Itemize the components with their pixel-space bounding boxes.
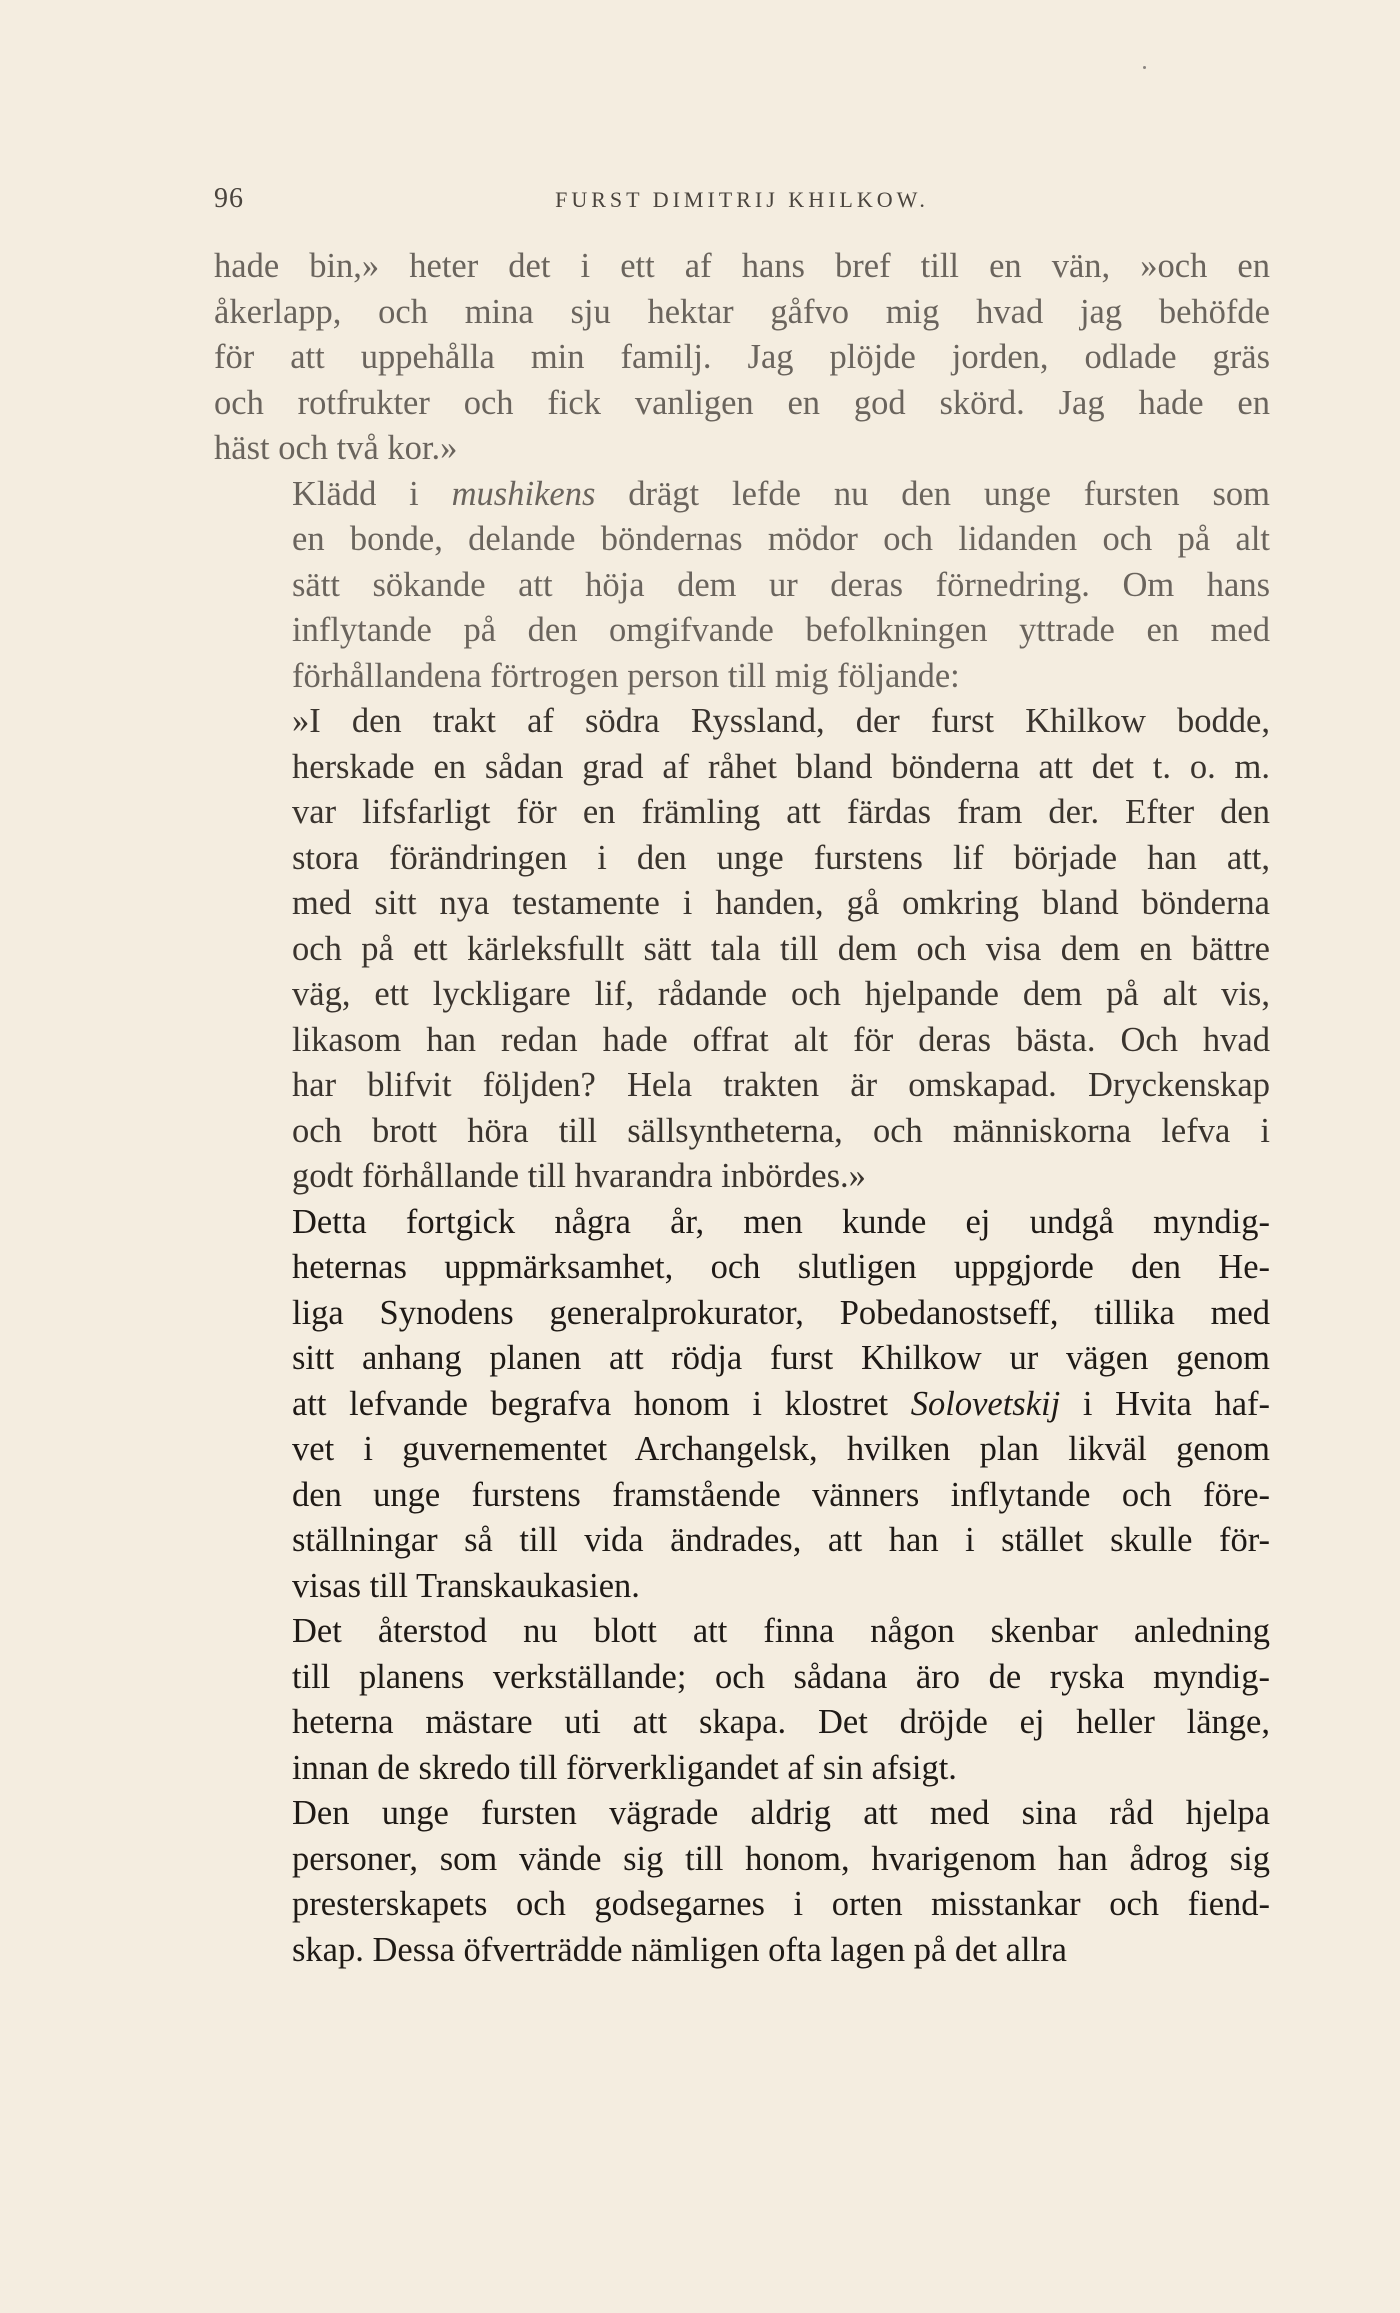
paragraph: [214, 1609, 1270, 1791]
text-line: åkerlapp, och mina sju hektar gåfvo mig hvad jag behöfde: [214, 292, 1270, 331]
text-line: heternas uppmärksamhet, och slutligen uppgjorde den He-: [292, 1248, 1270, 1286]
text-line: skap. Dessa öfverträdde nämligen ofta lagen på det allra: [292, 1930, 1067, 1969]
text-line: Den unge fursten vägrade aldrig att med sina råd hjelpa: [292, 1794, 1270, 1832]
text-line: [214, 1382, 1270, 1428]
text-segment: att lefvande begrafva honom i klostret: [292, 1384, 911, 1423]
italic-term: Solovetskij: [910, 1384, 1061, 1423]
text-line: väg, ett lyckligare lif, rådande och hjelpande dem på alt vis,: [292, 975, 1270, 1013]
paragraph: [214, 1200, 1270, 1610]
text-line: inflytande på den omgifvande befolkningen yttrade en med: [292, 611, 1270, 649]
text-line: presterskapets och godsegarnes i orten misstankar och fiend-: [292, 1885, 1270, 1923]
text-line: och brott höra till sällsyntheterna, och människorna lefva i: [292, 1111, 1270, 1150]
paper-speck: [1143, 66, 1146, 69]
text-line: innan de skredo till förverkligandet af sin afsigt.: [292, 1748, 957, 1787]
text-line: med sitt nya testamente i handen, gå omkring bland bönderna: [292, 884, 1270, 922]
text-line: och på ett kärleksfullt sätt tala till dem och visa dem en bättre: [292, 929, 1270, 968]
text-line: för att uppehålla min familj. Jag plöjde jorden, odlade gräs: [214, 338, 1270, 376]
text-line: Det återstod nu blott att finna någon skenbar anledning: [292, 1612, 1270, 1650]
page-number: 96: [214, 183, 244, 214]
page-header: [214, 183, 1270, 233]
text-line: personer, som vände sig till honom, hvarigenom han ådrog sig: [292, 1839, 1270, 1878]
text-line: var lifsfarligt för en främling att färdas fram der. Efter den: [292, 793, 1270, 831]
text-line: har blifvit följden? Hela trakten är omskapad. Dryckenskap: [292, 1066, 1270, 1104]
text-line: stora förändringen i den unge furstens lif började han att,: [292, 838, 1270, 877]
text-line: Detta fortgick några år, men kunde ej undgå myndig-: [292, 1202, 1270, 1241]
text-line: vet i guvernementet Archangelsk, hvilken plan likväl genom: [292, 1430, 1270, 1468]
text-line: till planens verkställande; och sådana äro de ryska myndig-: [292, 1657, 1270, 1696]
text-line: »I den trakt af södra Ryssland, der furst Khilkow bodde,: [292, 702, 1270, 740]
paragraph: [214, 244, 1270, 472]
paragraph: [214, 1791, 1270, 1973]
text-line: och rotfrukter och fick vanligen en god skörd. Jag hade en: [214, 383, 1270, 422]
italic-term: mushikens: [451, 474, 596, 513]
text-line: sätt sökande att höja dem ur deras förnedring. Om hans: [292, 565, 1270, 604]
paragraph: [214, 699, 1270, 1200]
text-segment: Klädd i: [292, 474, 452, 513]
text-line: godt förhållande till hvarandra inbördes.»: [292, 1157, 866, 1195]
text-line: herskade en sådan grad af råhet bland bönderna att det t. o. m.: [292, 747, 1270, 786]
text-line: sitt anhang planen att rödja furst Khilkow ur vägen genom: [292, 1339, 1270, 1377]
paragraph: [214, 472, 1270, 700]
text-line: den unge furstens framstående vänners inflytande och före-: [292, 1475, 1270, 1514]
text-segment: i Hvita haf-: [1060, 1384, 1270, 1423]
text-segment: drägt lefde nu den unge fursten som: [595, 474, 1270, 513]
text-line: häst och två kor.»: [214, 429, 458, 467]
body-text: [214, 244, 1270, 1973]
running-head: FURST DIMITRIJ KHILKOW.: [555, 187, 929, 212]
text-line: [214, 472, 1270, 518]
text-line: liga Synodens generalprokurator, Pobedanostseff, tillika med: [292, 1293, 1270, 1332]
text-line: ställningar så till vida ändrades, att han i stället skulle för-: [292, 1521, 1270, 1559]
text-line: likasom han redan hade offrat alt för deras bästa. Och hvad: [292, 1020, 1270, 1059]
text-line: hade bin,» heter det i ett af hans bref till en vän, »och en: [214, 247, 1270, 285]
text-line: heterna mästare uti att skapa. Det dröjde ej heller länge,: [292, 1703, 1270, 1741]
text-line: visas till Transkaukasien.: [292, 1566, 640, 1605]
text-line: en bonde, delande böndernas mödor och lidanden och på alt: [292, 520, 1270, 558]
text-line: förhållandena förtrogen person till mig följande:: [292, 656, 960, 695]
